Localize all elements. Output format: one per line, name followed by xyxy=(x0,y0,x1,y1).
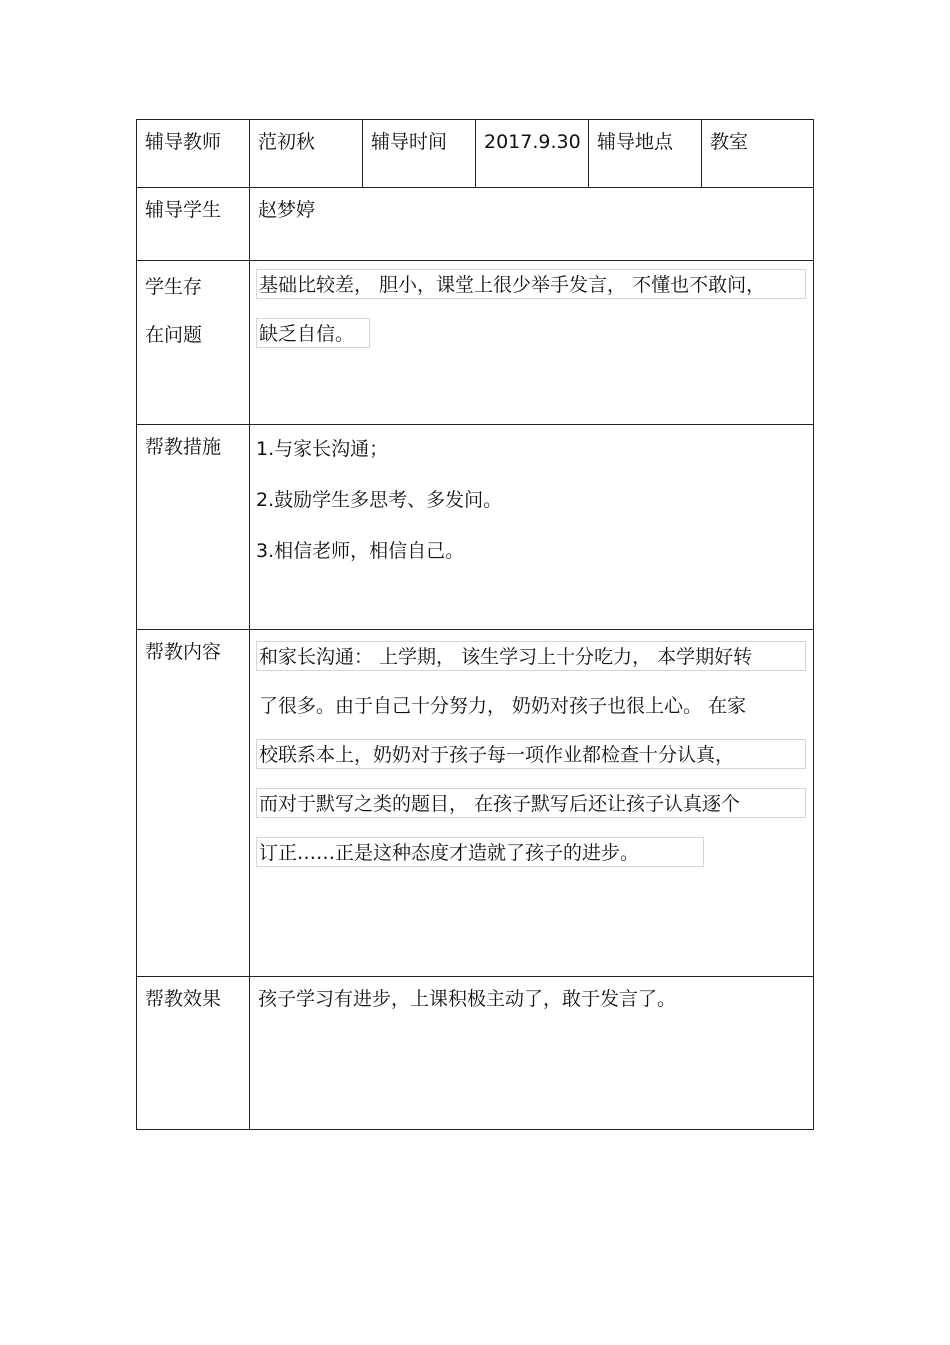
effect-value-cell xyxy=(249,976,814,1130)
problems-line-2: 缺乏自信。 xyxy=(256,318,370,348)
tutoring-record-table xyxy=(136,119,814,1130)
measures-label: 帮教措施 xyxy=(145,436,222,458)
effect-text: 孩子学习有进步，上课积极主动了，敢于发言了。 xyxy=(258,988,677,1010)
effect-label: 帮教效果 xyxy=(145,988,222,1010)
content-line-3: 校联系本上，奶奶对于孩子每一项作业都检查十分认真， xyxy=(256,739,806,769)
measure-item-3: 3.相信老师，相信自己。 xyxy=(256,540,465,562)
teacher-name: 范初秋 xyxy=(258,131,316,153)
time-label-cell xyxy=(362,119,476,188)
measures-label-cell xyxy=(136,424,250,630)
student-label-cell xyxy=(136,187,250,261)
content-label: 帮教内容 xyxy=(145,641,222,663)
time-label: 辅导时间 xyxy=(371,131,448,153)
teacher-label: 辅导教师 xyxy=(145,131,222,153)
measure-item-2: 2.鼓励学生多思考、多发问。 xyxy=(256,489,503,511)
tutoring-date: 2017.9.30 xyxy=(484,131,581,153)
student-label: 辅导学生 xyxy=(145,199,222,221)
place-value-cell xyxy=(701,119,814,188)
problems-label-cell xyxy=(136,260,250,425)
tutoring-place: 教室 xyxy=(710,131,749,153)
measure-item-1: 1.与家长沟通； xyxy=(256,438,389,460)
teacher-label-cell xyxy=(136,119,250,188)
content-label-cell xyxy=(136,629,250,977)
student-value-cell xyxy=(249,187,814,261)
content-line-5: 订正……正是这种态度才造就了孩子的进步。 xyxy=(256,837,704,867)
content-line-4: 而对于默写之类的题目， 在孩子默写后还让孩子认真逐个 xyxy=(256,788,806,818)
problems-label-line-1: 学生存 xyxy=(145,276,203,298)
time-value-cell xyxy=(475,119,589,188)
content-line-2: 了很多。由于自己十分努力， 奶奶对孩子也很上心。 在家 xyxy=(256,690,806,720)
place-label-cell xyxy=(588,119,702,188)
effect-label-cell xyxy=(136,976,250,1130)
problems-line-1: 基础比较差， 胆小，课堂上很少举手发言， 不懂也不敢问， xyxy=(256,269,806,299)
teacher-value-cell xyxy=(249,119,363,188)
place-label: 辅导地点 xyxy=(597,131,674,153)
problems-label-line-2: 在问题 xyxy=(145,324,203,346)
student-name: 赵梦婷 xyxy=(258,199,316,221)
content-line-1: 和家长沟通： 上学期， 该生学习上十分吃力， 本学期好转 xyxy=(256,641,806,671)
